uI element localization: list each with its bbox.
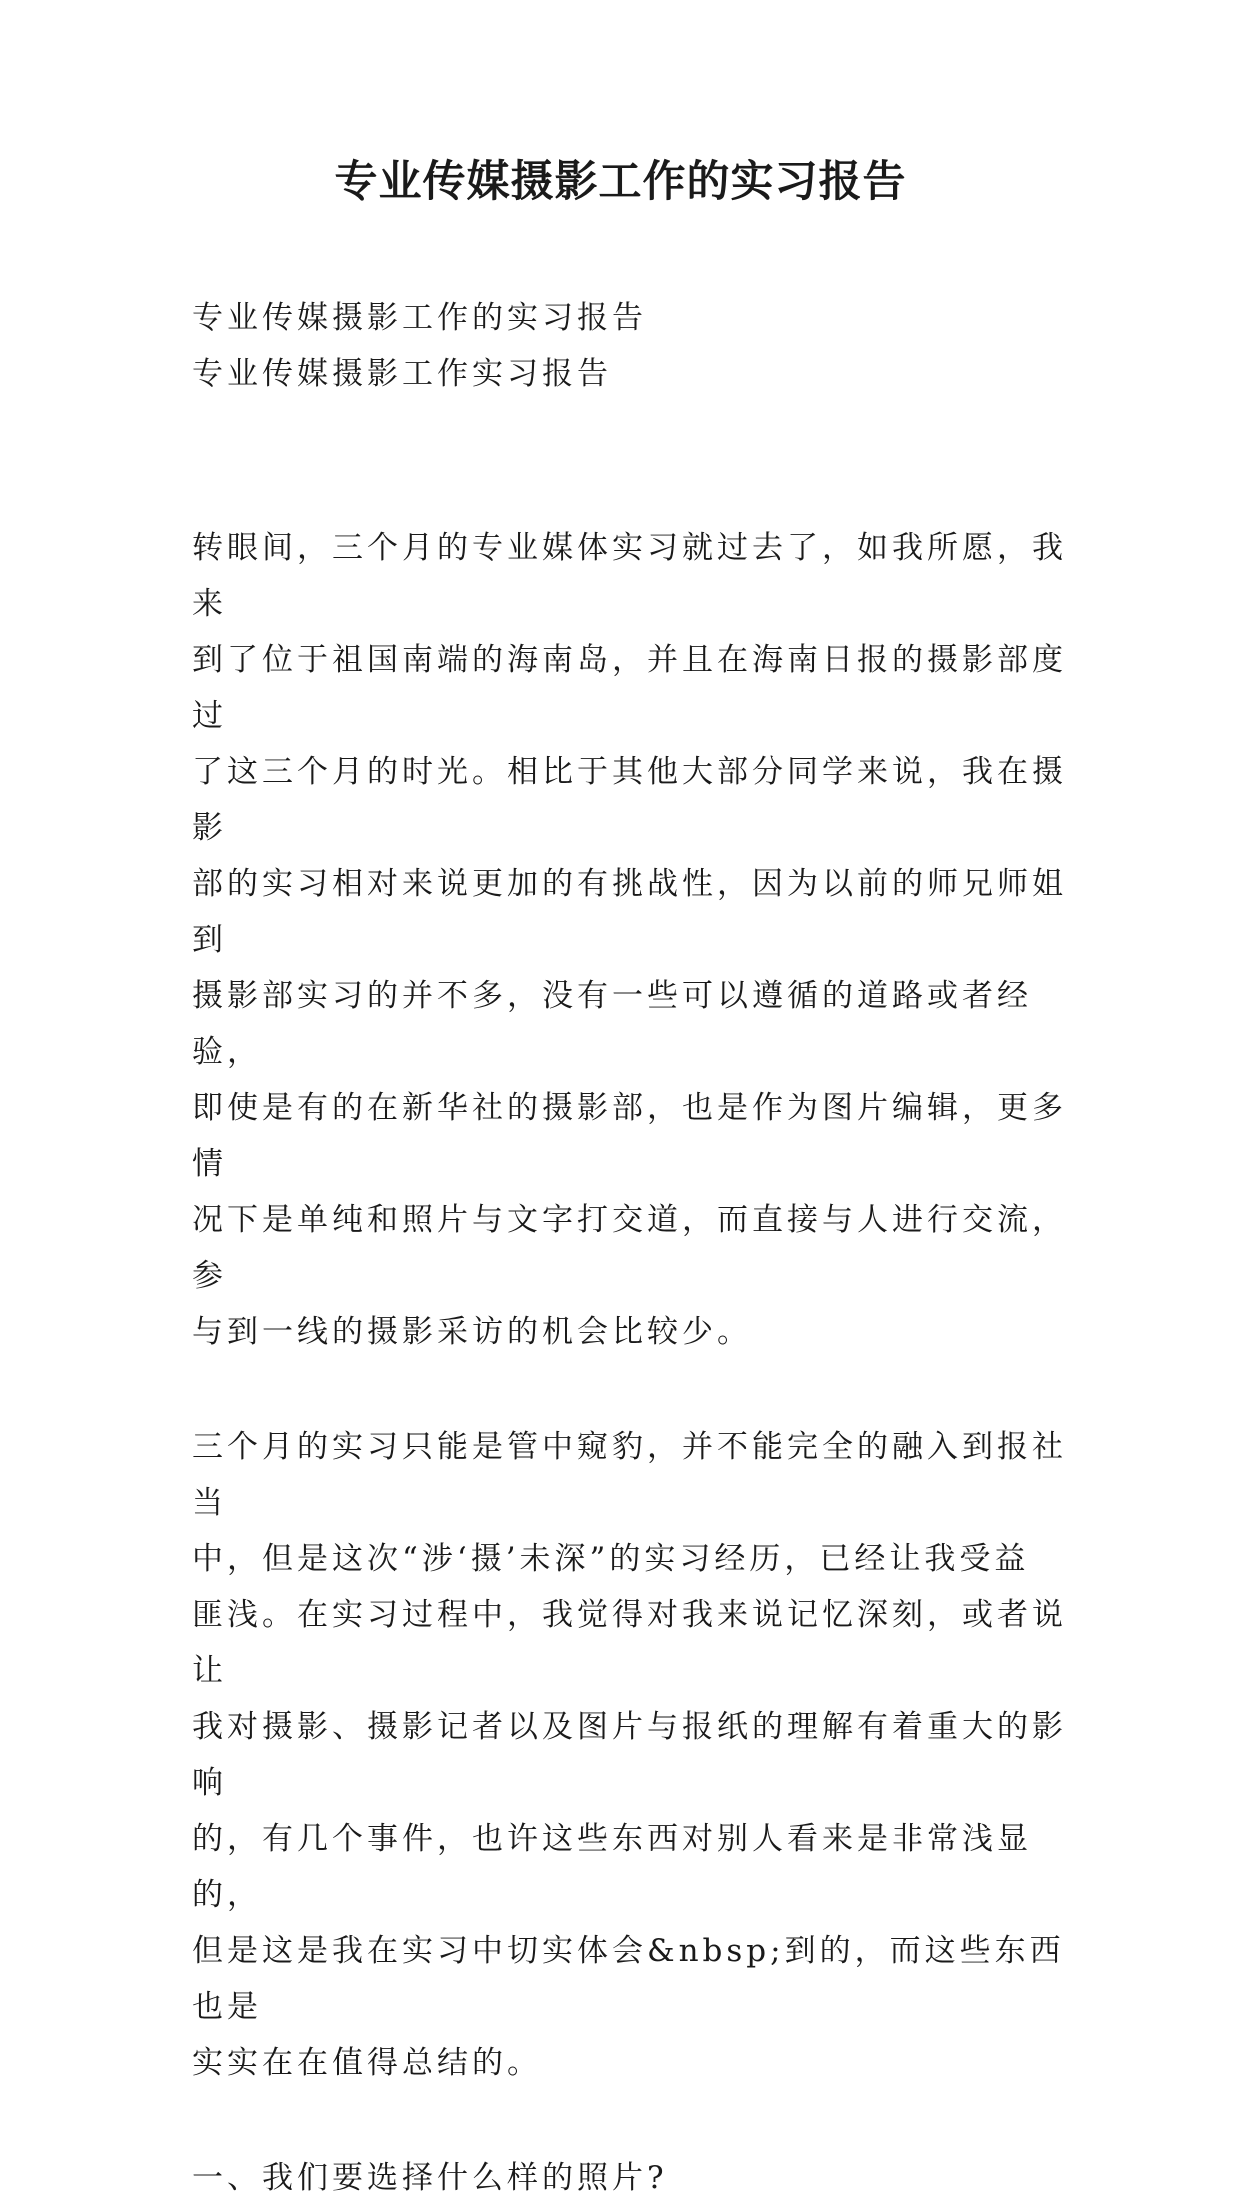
- text-line: 中，但是这次“涉‘摄’未深”的实习经历，已经让我受益: [192, 1541, 1030, 1577]
- text-line: 三个月的实习只能是管中窥豹，并不能完全的融入到报社当: [192, 1429, 1067, 1521]
- text-line: 与到一线的摄影采访的机会比较少。: [192, 1314, 752, 1350]
- paragraph-gap: [192, 461, 1072, 520]
- section-heading: 一、我们要选择什么样的照片?: [192, 2160, 668, 2196]
- text-line: 但是这是我在实习中切实体会&nbsp;到的，而这些东西也是: [192, 1933, 1065, 2025]
- paragraph-gap: [192, 2091, 1072, 2150]
- text-line: 到了位于祖国南端的海南岛，并且在海南日报的摄影部度过: [192, 642, 1067, 734]
- text-line: 部的实习相对来说更加的有挑战性，因为以前的师兄师姐到: [192, 866, 1067, 958]
- text-line: 摄影部实习的并不多，没有一些可以遵循的道路或者经验，: [192, 978, 1032, 1070]
- paragraph-gap: [192, 1360, 1072, 1419]
- text-line: 实实在在值得总结的。: [192, 2045, 542, 2081]
- text-line: 匪浅。在实习过程中，我觉得对我来说记忆深刻，或者说让: [192, 1597, 1067, 1689]
- text-line: 况下是单纯和照片与文字打交道，而直接与人进行交流，参: [192, 1202, 1067, 1294]
- subtitle-line: 专业传媒摄影工作实习报告: [192, 356, 612, 392]
- text-line: 转眼间，三个月的专业媒体实习就过去了，如我所愿，我来: [192, 530, 1067, 622]
- subtitle-line: 专业传媒摄影工作的实习报告: [192, 300, 647, 336]
- document-title: 专业传媒摄影工作的实习报告: [334, 157, 907, 207]
- text-line: 的，有几个事件，也许这些东西对别人看来是非常浅显的，: [192, 1821, 1032, 1913]
- text-line: 了这三个月的时光。相比于其他大部分同学来说，我在摄影: [192, 754, 1067, 846]
- document-body: [192, 290, 1072, 2206]
- text-line: 即使是有的在新华社的摄影部，也是作为图片编辑，更多情: [192, 1090, 1067, 1182]
- paragraph-2: [192, 1419, 1072, 2091]
- paragraph-gap: [192, 402, 1072, 461]
- text-line: 我对摄影、摄影记者以及图片与报纸的理解有着重大的影响: [192, 1709, 1067, 1801]
- paragraph-1: [192, 520, 1072, 1360]
